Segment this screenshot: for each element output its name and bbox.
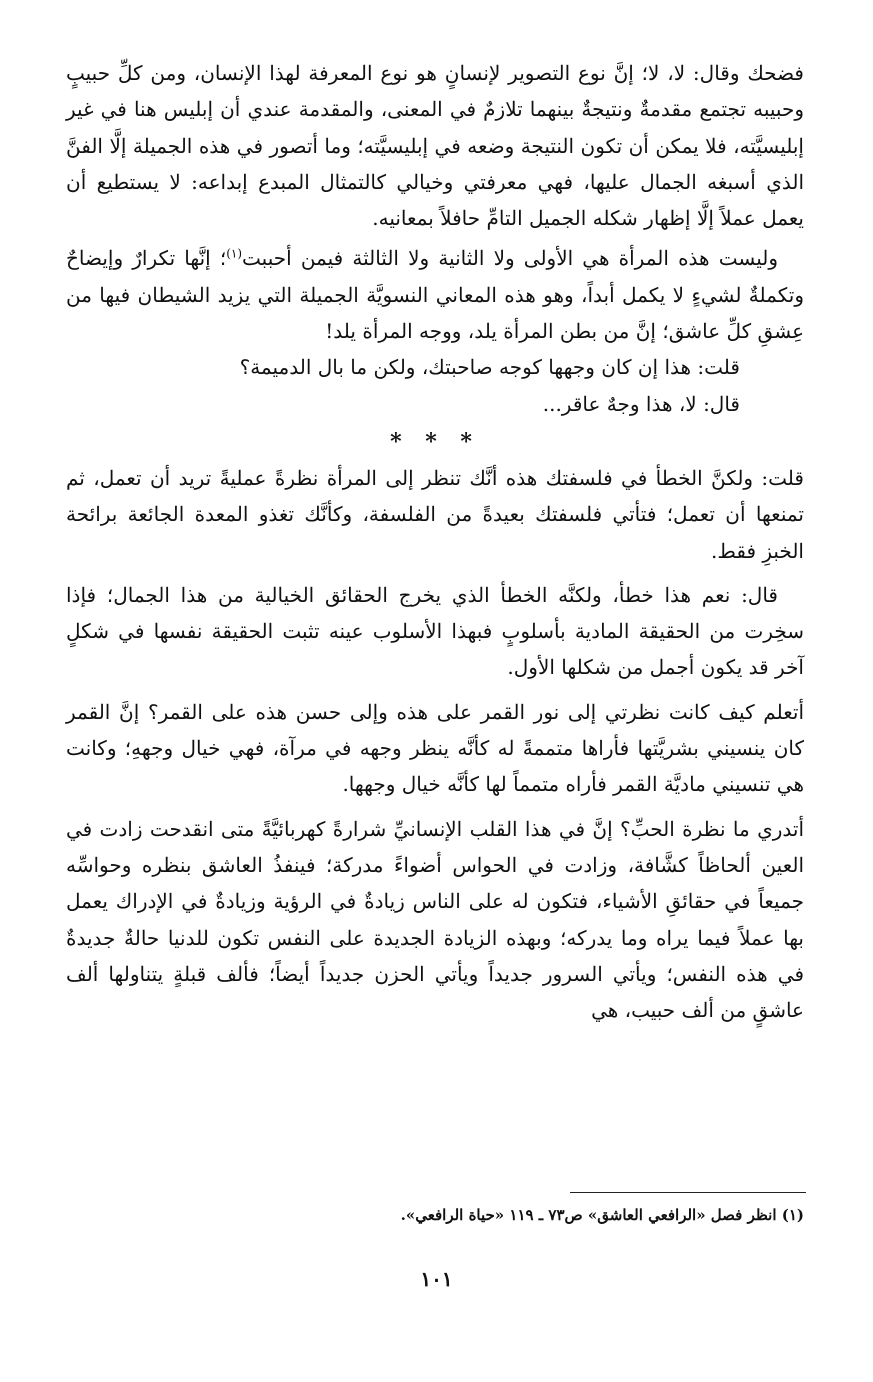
section-separator: * * * [390,428,480,455]
footnote: (١) انظر فصل «الرافعي العاشق» ص٧٣ ـ ١١٩ «حياة الرافعي». [400,1206,804,1224]
paragraph-2-start: وليست هذه المرأة هي الأولى ولا الثانية ولا الثالثة فيمن أحببت [242,246,779,271]
footnote-reference: (١) [226,246,243,261]
paragraph-2 [66,240,804,349]
paragraph-1: فضحك وقال: لا، لا؛ إنَّ نوع التصوير لإنسانٍ هو نوع المعرفة لهذا الإنسان، ومن كلِّ حبيبٍ وحبيبه تجتمع مقدمةٌ ونتيجةٌ بينهما تلازمٌ في المعنى، والمقدمة عندي أن إبليس هنا في غير إبليسيَّته، فلا يمكن أن تكون النتيجة وضعه في إبليسيَّته؛ وما أتصور في هذه الجميلة إلَّا الفنَّ الذي أسبغه الجمال عليها، فهي معرفتي وخيالي كالتمثال المبدع إبداعه: لا يستطيع أن يعمل عملاً إلَّا إظهار شكله الجميل التامِّ حافلاً بمعانيه. [66,61,804,231]
page-number: ١٠١ [420,1267,453,1291]
paragraph-4: قال: نعم هذا خطأ، ولكنَّه الخطأ الذي يخرج الحقائق الخيالية من هذا الجمال؛ فإذا سخِرت من الحقيقة المادية بأسلوبٍ فبهذا الأسلوب عينه تثبت الحقيقة نفسها في شكلٍ آخر قد يكون أجمل من شكلها الأول. [66,582,804,680]
paragraph-5: أتعلم كيف كانت نظرتي إلى نور القمر على هذه وإلى حسن هذه على القمر؟ إنَّ القمر كان ينسيني بشريَّتها فأراها متممةً له كأنَّه ينظر وجهه في مرآة، فهي خيال وجههِ؛ وكانت هي تنسيني ماديَّة القمر فأراه متمماً لها كأنَّه خيال وجهها. [66,699,805,797]
paragraph-3: قلت: ولكنَّ الخطأ في فلسفتك هذه أنَّك تنظر إلى المرأة نظرةً عمليةً تريد أن تعمل، ثم تمنعها أن تعمل؛ فتأتي فلسفتك بعيدةً من الفلسفة، وكأنَّك تغذو المعدة الجائعة برائحة الخبزِ فقط. [66,465,804,563]
footnote-divider [570,1192,806,1193]
paragraph-2-rest: ؛ إنَّها تكرارٌ وإيضاحٌ وتكملةٌ لشيءٍ لا يكمل أبداً، وهو هذه المعاني النسويَّة الجميلة التي يزيد الشيطان فيها من عِشقِ كلِّ عاشق؛ إنَّ من بطن المرأة يلد، ووجه المرأة يلد! [66,246,804,344]
dialog-line-1: قلت: هذا إن كان وجهها كوجه صاحبتك، ولكن ما بال الدميمة؟ [239,355,740,380]
paragraph-6: أتدري ما نظرة الحبِّ؟ إنَّ في هذا القلب الإنسانيِّ شرارةً كهربائيَّةً متى انقدحت زادت في العين ألحاظاً كشَّافة، وزادت في الحواس أضواءً مدركة؛ فينفذُ العاشق بنظره وحواسِّه جميعاً في حقائقِ الأشياء، فتكون له على الناس زيادةٌ في الرؤية وزيادةٌ في الإدراك يعمل بها عملاً فيما يراه وما يدركه؛ وبهذه الزيادة الجديدة على النفس تكون للدنيا حالةٌ جديدةٌ في هذه النفس؛ ويأتي السرور جديداً ويأتي الحزن جديداً أيضاً؛ فألف قبلةٍ يتناولها ألف عاشقٍ من ألف حبيب، هي [66,816,805,1023]
dialog-line-2: قال: لا، هذا وجهٌ عاقر... [542,391,740,416]
main-text [66,55,804,1028]
